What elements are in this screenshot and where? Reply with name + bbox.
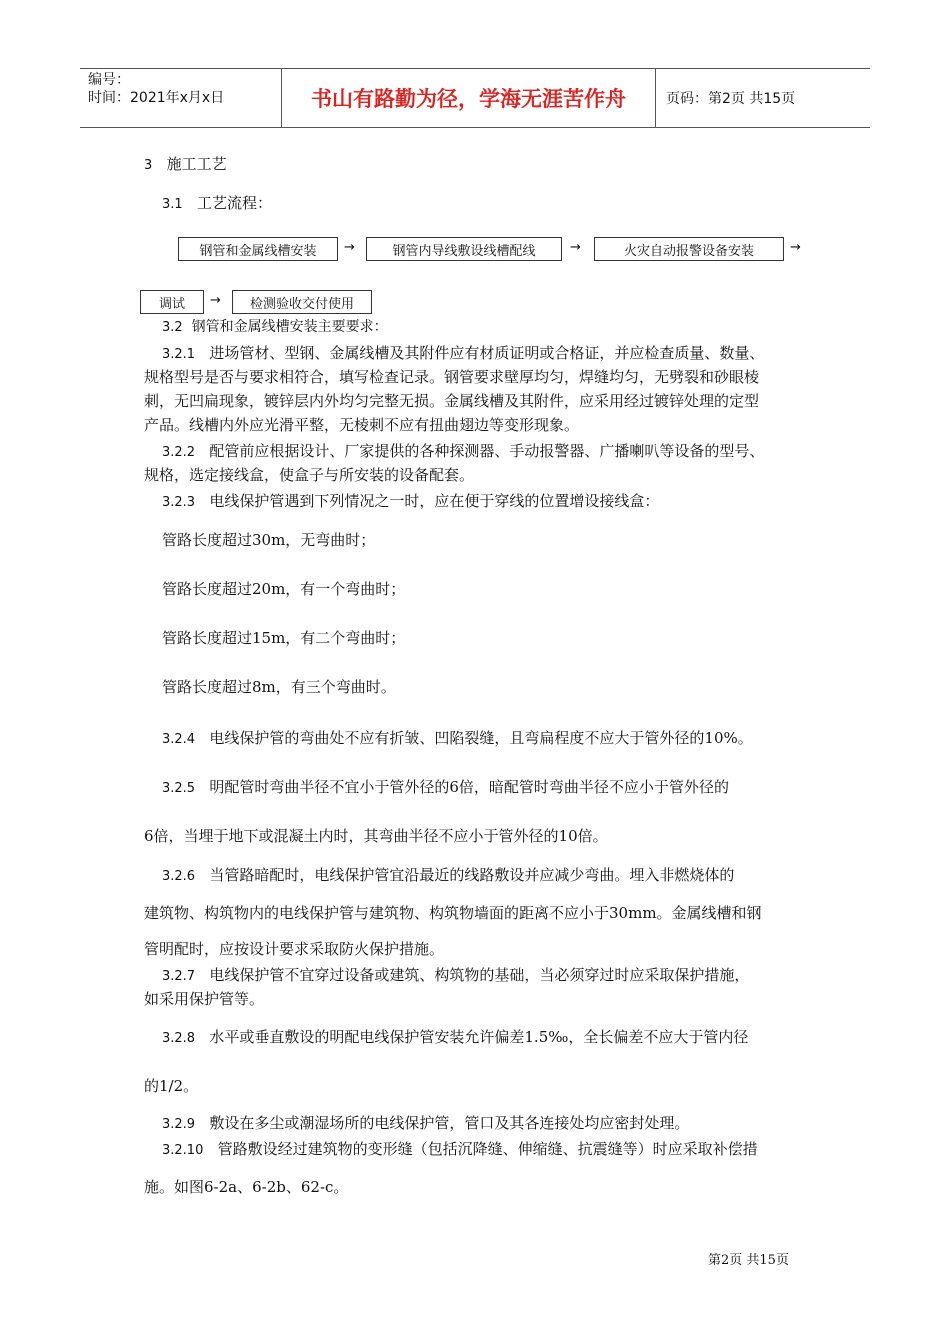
para-3-2-4: 3.2.4 电线保护管的弯曲处不应有折皱、凹陷裂缝，且弯扁程度不应大于管外径的10%。	[162, 729, 753, 747]
para-3-2-5-line-1: 3.2.5 明配管时弯曲半径不宜小于管外径的6倍，暗配管时弯曲半径不应小于管外径的	[162, 778, 729, 796]
flow-step-5: 检测验收交付使用	[232, 290, 372, 314]
flow-step-4: 调试	[140, 290, 204, 314]
para-3-2-3-line-1: 3.2.3 电线保护管遇到下列情况之一时，应在便于穿线的位置增设接线盒：	[162, 492, 660, 510]
subsection-3-2: 3.2 钢管和金属线槽安装主要要求：	[162, 319, 388, 335]
para-3-2-1-line-3: 刺，无凹扁现象，镀锌层内外均匀完整无损。金属线槽及其附件，应采用经过镀锌处理的定型	[144, 392, 760, 410]
para-3-2-2-line-1: 3.2.2 配管前应根据设计、厂家提供的各种探测器、手动报警器、广播喇叭等设备的型号、	[162, 442, 765, 460]
para-3-2-10-line-2: 施。如图6-2a、6-2b、62-c。	[144, 1178, 349, 1196]
para-3-2-1-line-2: 规格型号是否与要求相符合，填写检查记录。钢管要求壁厚均匀，焊缝均匀，无劈裂和砂眼棱	[144, 368, 760, 386]
para-3-2-10-line-1: 3.2.10 管路敷设经过建筑物的变形缝（包括沉降缝、伸缩缝、抗震缝等）时应采取补偿措	[162, 1140, 758, 1158]
para-3-2-9: 3.2.9 敷设在多尘或潮湿场所的电线保护管，管口及其各连接处均应密封处理。	[162, 1114, 690, 1132]
list-item: 管路长度超过30m，无弯曲时；	[162, 531, 376, 549]
para-3-2-1-line-1: 3.2.1 进场管材、型钢、金属线槽及其附件应有材质证明或合格证，并应检查质量、数量、	[162, 344, 765, 362]
para-3-2-8-line-1: 3.2.8 水平或垂直敷设的明配电线保护管安装允许偏差1.5‰，全长偏差不应大于管内径	[162, 1028, 749, 1046]
header-meta	[80, 69, 282, 127]
section-heading: 3 施工工艺	[144, 155, 227, 173]
flow-step-3: 火灾自动报警设备安装	[594, 237, 784, 261]
subsection-3-1: 3.1 工艺流程：	[162, 194, 273, 212]
page-header	[80, 68, 870, 128]
flow-arrow: →	[570, 240, 581, 255]
flow-step-1: 钢管和金属线槽安装	[178, 237, 338, 261]
header-motto: 书山有路勤为径，学海无涯苦作舟	[282, 69, 656, 127]
list-item: 管路长度超过8m，有三个弯曲时。	[162, 678, 396, 696]
para-3-2-8-line-2: 的1/2。	[144, 1077, 199, 1095]
para-3-2-5-line-2: 6倍，当埋于地下或混凝土内时，其弯曲半径不应小于管外径的10倍。	[144, 827, 608, 845]
flow-step-2: 钢管内导线敷设线槽配线	[366, 237, 562, 261]
flow-arrow: →	[790, 240, 801, 255]
para-3-2-2-line-2: 规格，选定接线盒，使盒子与所安装的设备配套。	[144, 466, 475, 484]
list-item: 管路长度超过20m，有一个弯曲时；	[162, 580, 406, 598]
doc-number-label: 编号：	[88, 72, 130, 88]
para-3-2-6-line-1: 3.2.6 当管路暗配时，电线保护管宜沿最近的线路敷设并应减少弯曲。埋入非燃烧体的	[162, 866, 735, 884]
list-item: 管路长度超过15m，有二个弯曲时；	[162, 629, 406, 647]
para-3-2-7-line-1: 3.2.7 电线保护管不宜穿过设备或建筑、构筑物的基础，当必须穿过时应采取保护措施，	[162, 966, 750, 984]
para-3-2-6-line-3: 管明配时，应按设计要求采取防火保护措施。	[144, 940, 445, 958]
page-footer: 第2页 共15页	[708, 1253, 789, 1268]
para-3-2-1-line-4: 产品。线槽内外应光滑平整，无棱刺不应有扭曲翅边等变形现象。	[144, 416, 580, 434]
para-3-2-7-line-2: 如采用保护管等。	[144, 990, 265, 1008]
para-3-2-6-line-2: 建筑物、构筑物内的电线保护管与建筑物、构筑物墙面的距离不应小于30mm。金属线槽和钢	[144, 904, 762, 922]
header-page-info: 页码：第2页 共15页	[666, 91, 796, 107]
doc-date: 时间：2021年x月x日	[88, 90, 225, 106]
flow-arrow: →	[344, 240, 355, 255]
flow-arrow: →	[210, 293, 221, 308]
